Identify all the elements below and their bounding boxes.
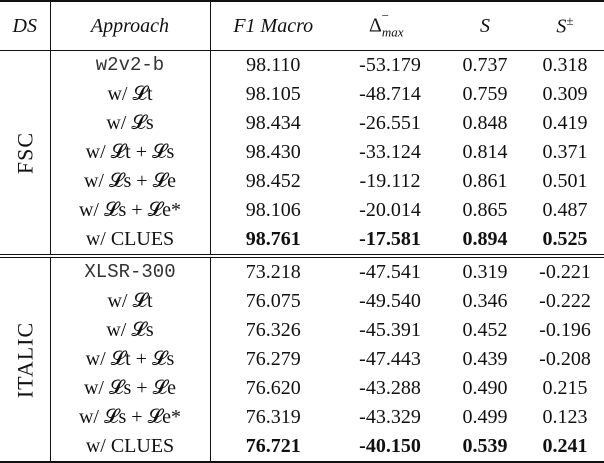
approach-cell: w/ 𝓛s + 𝓛e* — [50, 403, 210, 432]
s-pm-cell: 0.371 — [542, 141, 588, 163]
approach-cell: w/ 𝓛t — [50, 287, 210, 316]
delta-max-cell: -47.443 — [359, 348, 421, 370]
header-s-pm — [526, 1, 604, 51]
delta-max-cell: -53.179 — [359, 54, 421, 76]
approach-cell: w2v2-b — [50, 51, 210, 81]
header-approach: Approach — [50, 1, 210, 51]
delta-max-cell: -49.540 — [359, 290, 421, 312]
header-ds: DS — [0, 1, 50, 51]
s-cell: 0.737 — [462, 54, 508, 76]
s-pm-cell: 0.123 — [542, 406, 588, 428]
table-row — [0, 51, 604, 81]
table-row — [0, 287, 604, 316]
s-pm-cell: 0.241 — [526, 432, 604, 462]
dataset-label: FSC — [12, 131, 38, 174]
delta-max-cell: -47.541 — [359, 261, 421, 283]
header-delta-max — [336, 1, 444, 51]
f1-macro-cell: 98.106 — [245, 199, 301, 221]
f1-macro-cell: 98.761 — [210, 225, 336, 256]
s-cell: 0.759 — [462, 83, 508, 105]
table-row — [0, 167, 604, 196]
approach-cell: w/ 𝓛s — [50, 316, 210, 345]
f1-macro-cell: 98.452 — [245, 170, 301, 192]
dataset-cell — [0, 51, 50, 257]
approach-cell: w/ 𝓛t — [50, 80, 210, 109]
s-pm-cell: -0.221 — [539, 261, 591, 283]
table-row — [0, 138, 604, 167]
delta-max-cell: -48.714 — [359, 83, 421, 105]
s-pm-cell: 0.419 — [542, 112, 588, 134]
s-cell: 0.319 — [462, 261, 508, 283]
table-row — [0, 196, 604, 225]
s-cell: 0.490 — [462, 377, 508, 399]
s-pm-cell: 0.215 — [542, 377, 588, 399]
f1-macro-cell: 76.620 — [245, 377, 301, 399]
header-delta-sub: max — [381, 24, 404, 40]
s-pm-cell: -0.208 — [539, 348, 591, 370]
f1-macro-cell: 98.434 — [245, 112, 301, 134]
header-delta-symbol: Δ — [369, 14, 382, 37]
delta-max-cell: -17.581 — [336, 225, 444, 256]
f1-macro-cell: 98.105 — [245, 83, 301, 105]
f1-macro-cell: 76.326 — [245, 319, 301, 341]
table-row — [0, 80, 604, 109]
table-row — [0, 316, 604, 345]
f1-macro-cell: 98.110 — [246, 54, 301, 76]
s-pm-cell: -0.196 — [539, 319, 591, 341]
table-row — [0, 225, 604, 256]
approach-cell: w/ CLUES — [50, 225, 210, 256]
dataset-label: ITALIC — [12, 321, 38, 398]
s-pm-cell: 0.525 — [526, 225, 604, 256]
table-row — [0, 374, 604, 403]
delta-max-cell: -40.150 — [336, 432, 444, 462]
approach-cell: w/ 𝓛t + 𝓛s — [50, 138, 210, 167]
s-cell: 0.439 — [462, 348, 508, 370]
delta-max-cell: -33.124 — [359, 141, 421, 163]
s-pm-cell: 0.318 — [542, 54, 588, 76]
s-pm-cell: 0.309 — [542, 83, 588, 105]
header-row — [0, 1, 604, 51]
approach-cell: w/ 𝓛s — [50, 109, 210, 138]
f1-macro-cell: 73.218 — [245, 261, 301, 283]
f1-macro-cell: 76.721 — [210, 432, 336, 462]
header-delta-sup: − — [381, 7, 389, 23]
f1-macro-cell: 76.279 — [245, 348, 301, 370]
approach-cell: w/ CLUES — [50, 432, 210, 462]
delta-max-cell: -19.112 — [359, 170, 421, 192]
delta-max-cell: -26.551 — [359, 112, 421, 134]
table-row — [0, 256, 604, 287]
s-cell: 0.346 — [462, 290, 508, 312]
s-cell: 0.894 — [444, 225, 526, 256]
s-cell: 0.861 — [462, 170, 508, 192]
header-s-pm-sup: ± — [566, 13, 574, 29]
delta-max-cell: -45.391 — [359, 319, 421, 341]
s-cell: 0.539 — [444, 432, 526, 462]
table-row — [0, 403, 604, 432]
header-s: S — [444, 1, 526, 51]
table-row — [0, 109, 604, 138]
approach-cell: XLSR-300 — [50, 256, 210, 287]
s-cell: 0.499 — [462, 406, 508, 428]
f1-macro-cell: 76.319 — [245, 406, 301, 428]
table-body — [0, 51, 604, 463]
s-cell: 0.452 — [462, 319, 508, 341]
approach-cell: w/ 𝓛s + 𝓛e — [50, 374, 210, 403]
approach-cell: w/ 𝓛s + 𝓛e* — [50, 196, 210, 225]
f1-macro-cell: 76.075 — [245, 290, 301, 312]
approach-cell: w/ 𝓛t + 𝓛s — [50, 345, 210, 374]
dataset-cell — [0, 256, 50, 462]
header-s-pm-letter: S — [556, 15, 567, 38]
s-pm-cell: -0.222 — [539, 290, 591, 312]
s-pm-cell: 0.501 — [542, 170, 588, 192]
s-cell: 0.848 — [462, 112, 508, 134]
table-row — [0, 432, 604, 462]
delta-max-cell: -43.288 — [359, 377, 421, 399]
table-row — [0, 345, 604, 374]
f1-macro-cell: 98.430 — [245, 141, 301, 163]
header-f1-macro: F1 Macro — [210, 1, 336, 51]
s-pm-cell: 0.487 — [542, 199, 588, 221]
delta-max-cell: -43.329 — [359, 406, 421, 428]
approach-cell: w/ 𝓛s + 𝓛e — [50, 167, 210, 196]
delta-max-cell: -20.014 — [359, 199, 421, 221]
s-cell: 0.865 — [462, 199, 508, 221]
s-cell: 0.814 — [462, 141, 508, 163]
